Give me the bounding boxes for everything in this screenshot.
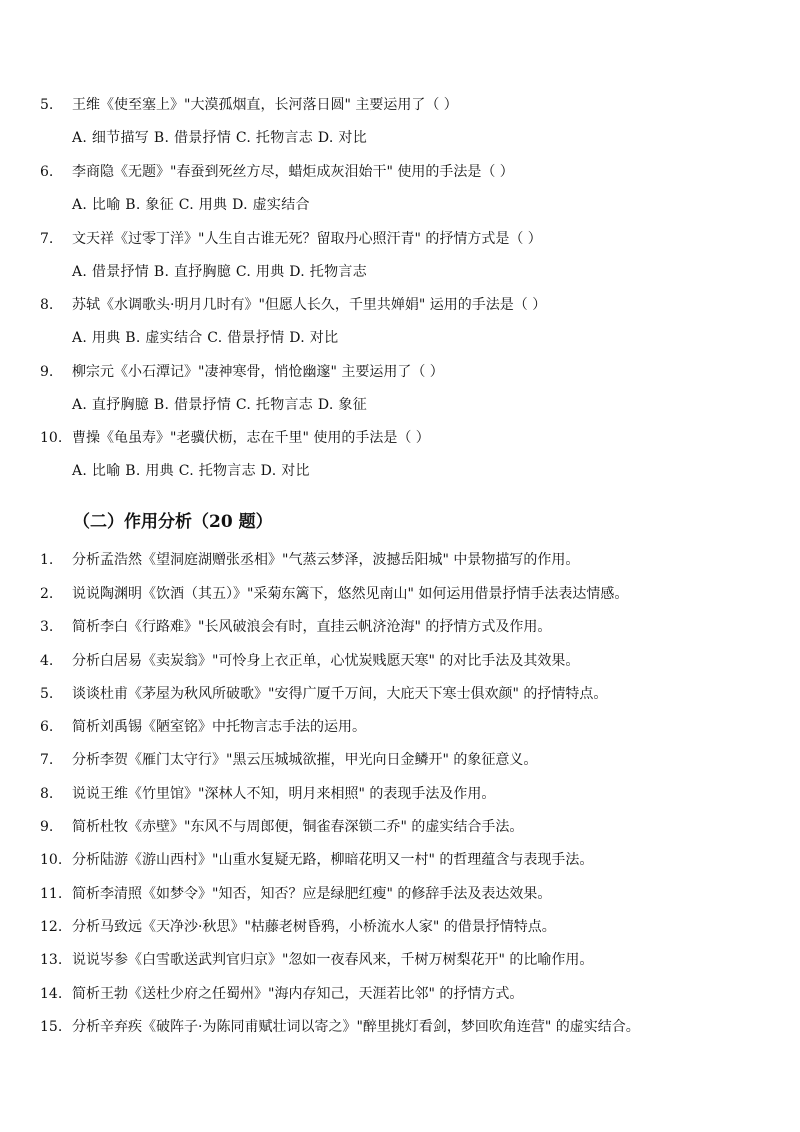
question-number: 7. bbox=[40, 231, 54, 247]
question-number: 9. bbox=[40, 819, 54, 835]
answer-options: A. 用典 B. 虚实结合 C. 借景抒情 D. 对比 bbox=[72, 330, 339, 346]
answer-options: A. 比喻 B. 象征 C. 用典 D. 虚实结合 bbox=[72, 197, 310, 213]
question-text: 文天祥《过零丁洋》"人生自古谁无死？留取丹心照汗青" 的抒情方式是（ ） bbox=[72, 231, 542, 247]
question-text: 谈谈杜甫《茅屋为秋风所破歌》"安得广厦千万间，大庇天下寒士俱欢颜" 的抒情特点。 bbox=[72, 686, 608, 702]
question-text: 分析李贺《雁门太守行》"黑云压城城欲摧，甲光向日金鳞开" 的象征意义。 bbox=[72, 752, 538, 768]
question-text: 简析李清照《如梦令》"知否，知否？应是绿肥红瘦" 的修辞手法及表达效果。 bbox=[72, 886, 552, 902]
question-text: 分析马致远《天净沙·秋思》"枯藤老树昏鸦，小桥流水人家" 的借景抒情特点。 bbox=[72, 919, 556, 935]
question-text: 简析刘禹锡《陋室铭》中托物言志手法的运用。 bbox=[72, 719, 366, 735]
question-text: 分析辛弃疾《破阵子·为陈同甫赋壮词以寄之》"醉里挑灯看剑，梦回吹角连营" 的虚实结合。 bbox=[72, 1019, 640, 1035]
question-text: 说说岑参《白雪歌送武判官归京》"忽如一夜春风来，千树万树梨花开" 的比喻作用。 bbox=[72, 952, 594, 968]
question-text: 简析王勃《送杜少府之任蜀州》"海内存知己，天涯若比邻" 的抒情方式。 bbox=[72, 986, 524, 1002]
answer-options: A. 直抒胸臆 B. 借景抒情 C. 托物言志 D. 象征 bbox=[72, 397, 367, 413]
question-number: 1. bbox=[40, 552, 54, 568]
question-text: 曹操《龟虽寿》"老骥伏枥，志在千里" 使用的手法是（ ） bbox=[72, 430, 430, 446]
question-number: 12. bbox=[40, 919, 63, 935]
question-number: 11. bbox=[40, 886, 63, 902]
question-number: 8. bbox=[40, 786, 54, 802]
question-number: 2. bbox=[40, 586, 54, 602]
question-text: 柳宗元《小石潭记》"凄神寒骨，悄怆幽邃" 主要运用了（ ） bbox=[72, 364, 444, 380]
question-number: 14. bbox=[40, 986, 63, 1002]
section-heading: （二）作用分析（20 题） bbox=[73, 512, 273, 532]
question-number: 7. bbox=[40, 752, 54, 768]
question-number: 6. bbox=[40, 719, 54, 735]
question-number: 6. bbox=[40, 164, 54, 180]
question-text: 分析陆游《游山西村》"山重水复疑无路，柳暗花明又一村" 的哲理蕴含与表现手法。 bbox=[72, 852, 594, 868]
question-number: 10. bbox=[40, 430, 63, 446]
answer-options: A. 比喻 B. 用典 C. 托物言志 D. 对比 bbox=[72, 463, 310, 479]
question-number: 13. bbox=[40, 952, 63, 968]
question-number: 3. bbox=[40, 619, 54, 635]
question-text: 简析李白《行路难》"长风破浪会有时，直挂云帆济沧海" 的抒情方式及作用。 bbox=[72, 619, 552, 635]
question-text: 说说陶渊明《饮酒（其五）》"采菊东篱下，悠然见南山" 如何运用借景抒情手法表达情感。 bbox=[72, 586, 629, 602]
question-text: 分析白居易《卖炭翁》"可怜身上衣正单，心忧炭贱愿天寒" 的对比手法及其效果。 bbox=[72, 653, 580, 669]
question-number: 5. bbox=[40, 686, 54, 702]
question-text: 分析孟浩然《望洞庭湖赠张丞相》"气蒸云梦泽，波撼岳阳城" 中景物描写的作用。 bbox=[72, 552, 580, 568]
question-number: 4. bbox=[40, 653, 54, 669]
question-number: 9. bbox=[40, 364, 54, 380]
question-text: 说说王维《竹里馆》"深林人不知，明月来相照" 的表现手法及作用。 bbox=[72, 786, 496, 802]
question-number: 10. bbox=[40, 852, 63, 868]
question-text: 王维《使至塞上》"大漠孤烟直，长河落日圆" 主要运用了（ ） bbox=[72, 97, 458, 113]
question-text: 李商隐《无题》"春蚕到死丝方尽，蜡炬成灰泪始干" 使用的手法是（ ） bbox=[72, 164, 514, 180]
question-number: 8. bbox=[40, 297, 54, 313]
question-number: 15. bbox=[40, 1019, 63, 1035]
answer-options: A. 细节描写 B. 借景抒情 C. 托物言志 D. 对比 bbox=[72, 130, 367, 146]
answer-options: A. 借景抒情 B. 直抒胸臆 C. 用典 D. 托物言志 bbox=[72, 264, 367, 280]
question-text: 简析杜牧《赤壁》"东风不与周郎便，铜雀春深锁二乔" 的虚实结合手法。 bbox=[72, 819, 524, 835]
question-text: 苏轼《水调歌头·明月几时有》"但愿人长久，千里共婵娟" 运用的手法是（ ） bbox=[72, 297, 547, 313]
question-number: 5. bbox=[40, 97, 54, 113]
